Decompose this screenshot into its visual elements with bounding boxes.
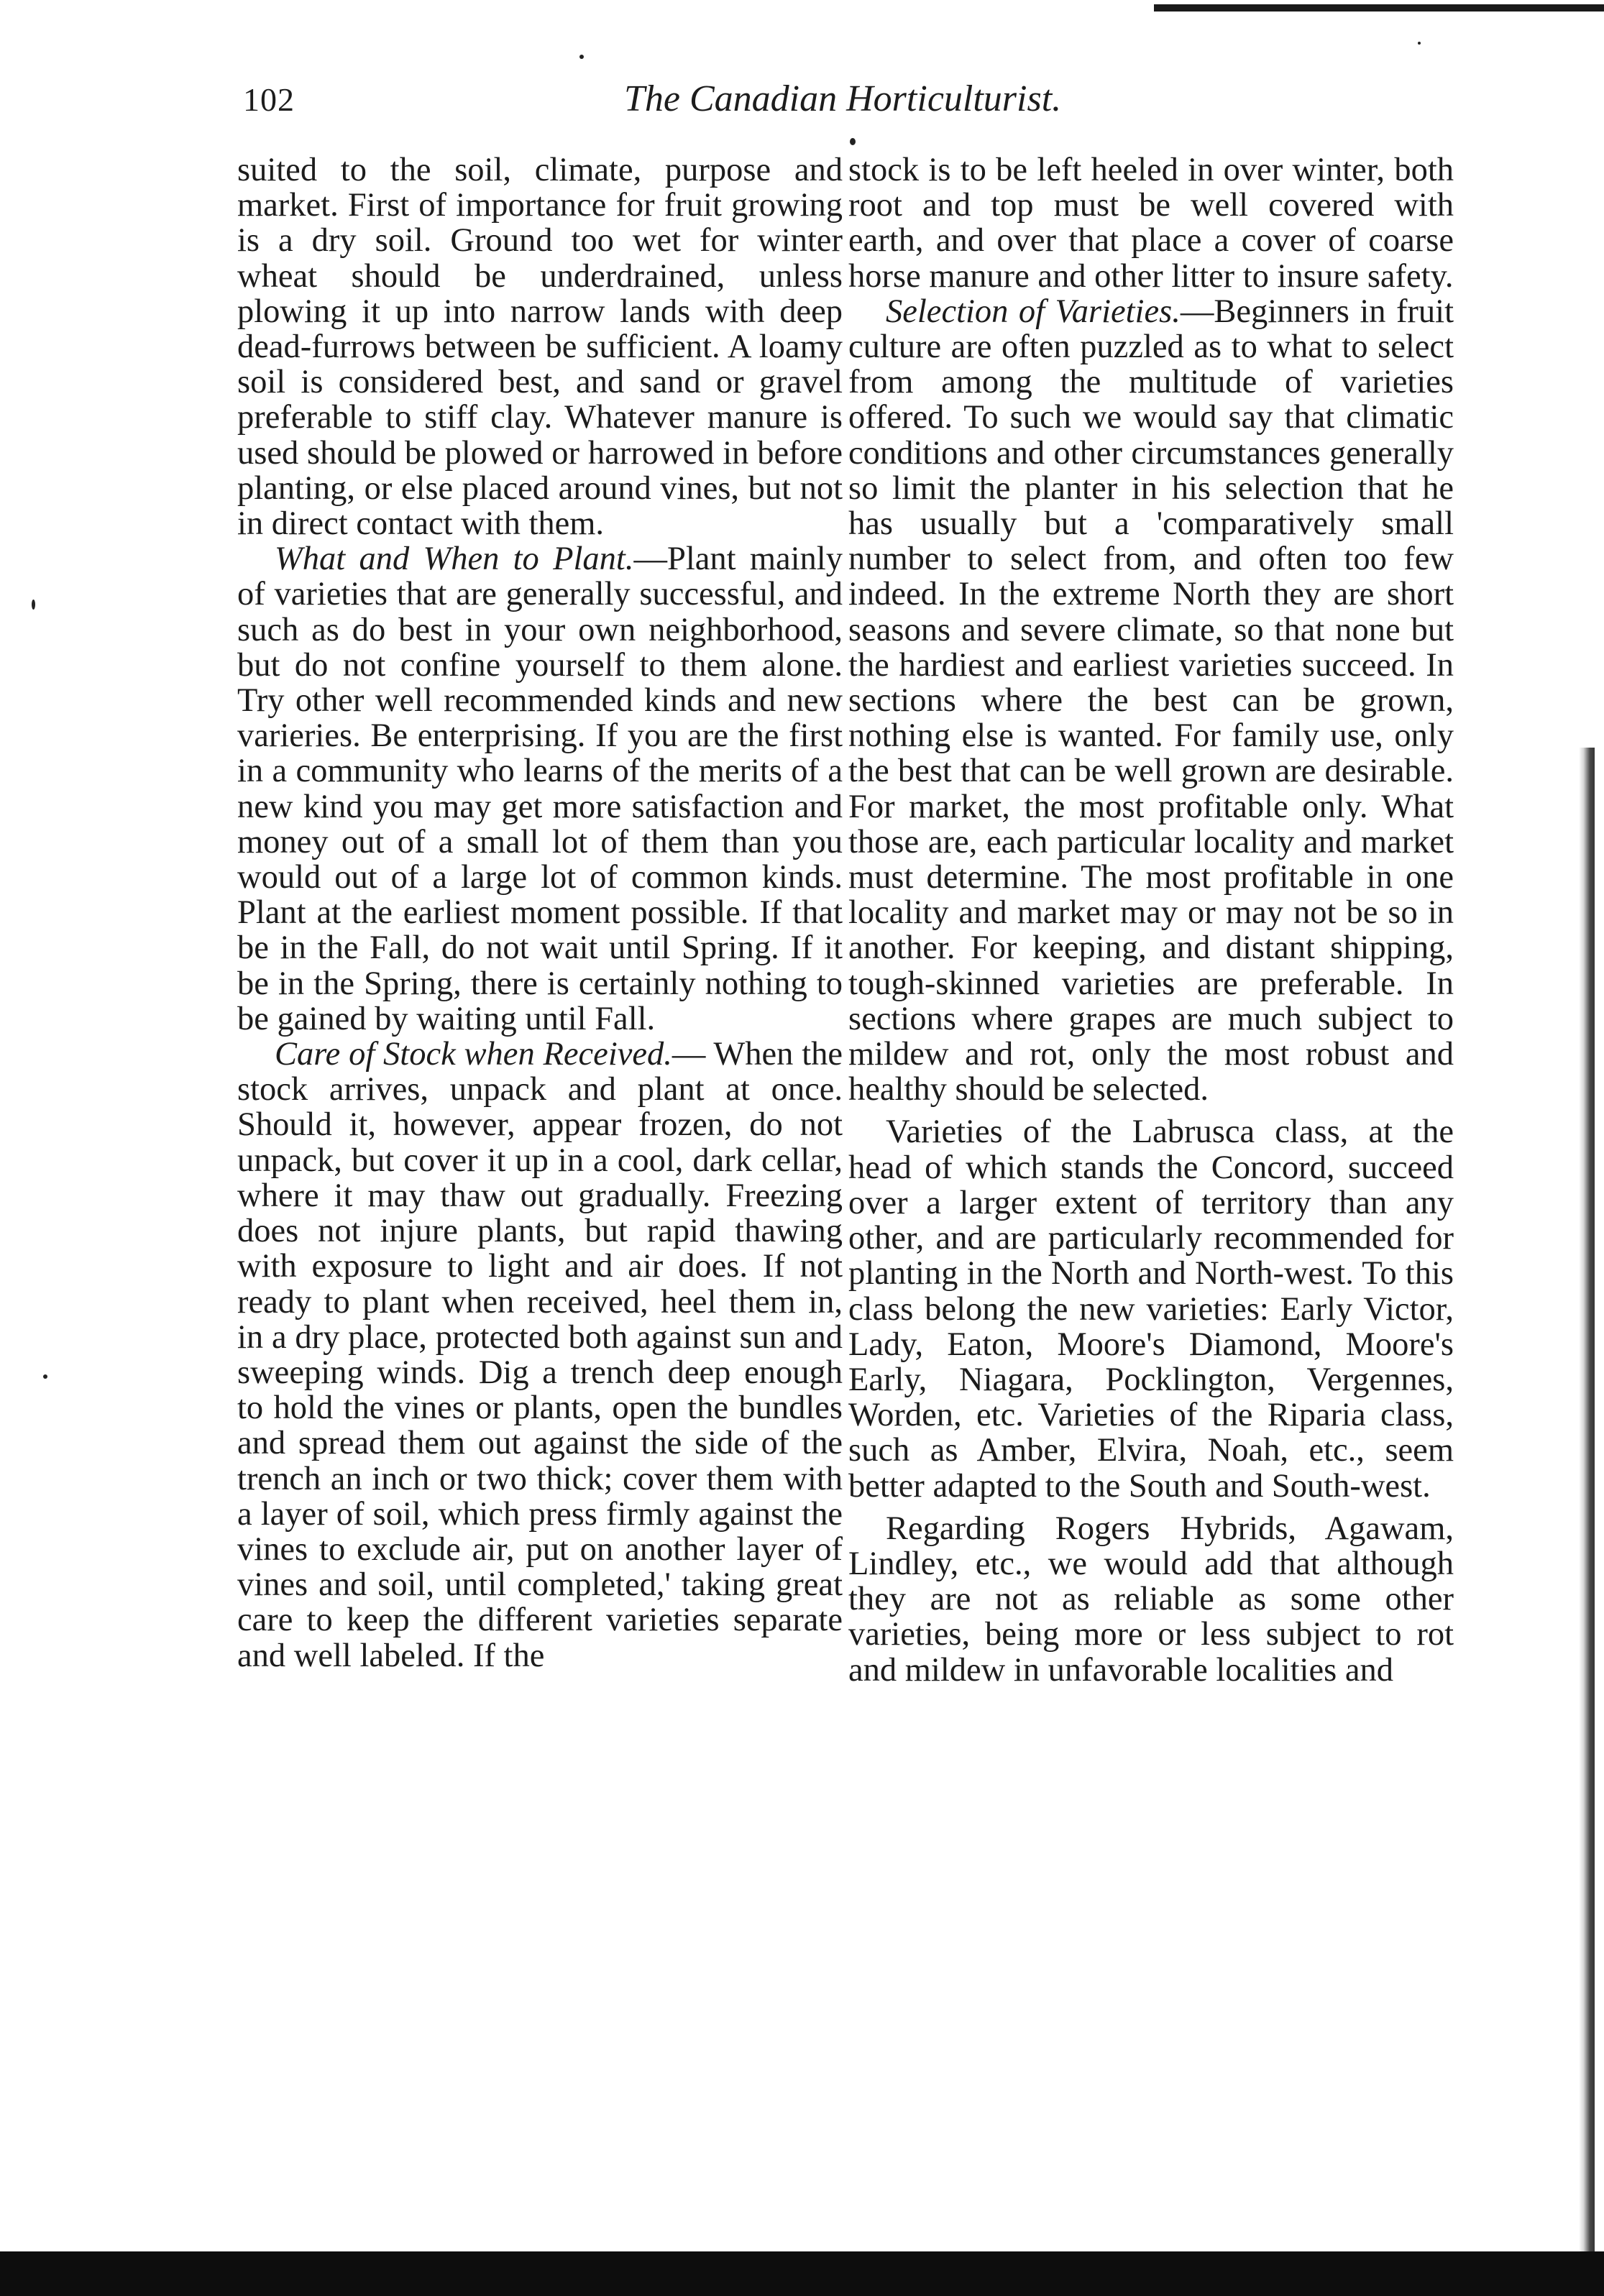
paragraph: stock is to be left heeled in over winter, both root and top must be well covered with earth, and over that place a cover of coarse horse manure and other litter to insure safety. [848,152,1454,295]
paragraph-what-and-when [237,541,843,1037]
paragraph: suited to the soil, climate, purpose and market. First of importance for fruit growing is a dry soil. Ground too wet for winter wheat should be underdrained, unless plowing it up into narrow lands with deep dead-furrows between be sufficient. A loamy soil is considered best, and sand or gravel preferable to stiff clay. Whatever manure is used should be plowed or harrowed in before planting, or else placed around vines, but not in direct contact with them. [237,152,843,543]
scan-speck [850,138,856,145]
paragraph-body: —Beginners in fruit culture are often puzzled as to what to select from among the multitude of varieties offered. To such we would say that climatic conditions and other circumstances generally so limit the planter in his selection that he has usually but a 'comparatively small number to select from, and often too few indeed. In the extreme North they are short seasons and severe climate, so that none but the hardiest and earliest varieties succeed. In sections where the best can be grown, nothing else is wanted. For family use, only the best that can be well grown are desirable. For market, the most profitable only. What those are, each particular locality and market must determine. The most profitable in one locality and market may or may not be so in another. For keeping, and distant shipping, tough-skinned varieties are preferable. In sections where grapes are much subject to mildew and rot, only the most robust and healthy should be selected. [848,293,1454,1108]
scan-speck [32,600,35,610]
page-number: 102 [243,81,295,118]
section-heading: Selection of Varieties. [886,293,1181,330]
scan-edge-bottom [0,2251,1604,2296]
scan-speck [579,55,584,59]
section-heading: What and When to Plant. [275,541,634,578]
paragraph-body: — When the stock arrives, unpack and plant at once. Should it, however, appear frozen, do not unpack, but cover it up in a cool, dark cellar, where it may thaw out gradually. Freezing does not injure plants, but rapid thawing with exposure to light and air does. If not ready to plant when received, heel them in, in a dry place, protected both against sun and sweeping winds. Dig a trench deep enough to hold the vines or plants, open the bundles and spread them out against the side of the trench an inch or two thick; cover them with a layer of soil, which press firmly against the vines to exclude air, put on another layer of vines and soil, until completed,' taking great care to keep the different varieties separate and well labeled. If the [237,1036,843,1674]
scan-speck [43,1374,47,1379]
paragraph-body: —Plant mainly of varieties that are generally successful, and such as do best in your own neighborhood, but do not confine yourself to them alone. Try other well recommended kinds and new varieries. Be enterprising. If you are the first in a community who learns of the merits of a new kind you may get more satisfaction and money out of a small lot of them than you would out of a large lot of common kinds. Plant at the earliest moment possible. If that be in the Fall, do not wait until Spring. If it be in the Spring, there is certainly nothing to be gained by waiting until Fall. [237,541,843,1037]
section-heading: Care of Stock when Received. [275,1036,672,1073]
paragraph-rogers-hybrids: Regarding Rogers Hybrids, Agawam, Lindley, etc., we would add that although they are not as reliable as some other varieties, being more or less subject to rot and mildew in unfavorable localities and [848,1510,1454,1689]
left-column [237,152,843,1673]
scan-speck [1418,42,1421,45]
paragraph-selection-of-varieties [848,294,1454,1108]
scan-edge-top [1154,4,1604,12]
running-title: The Canadian Horticulturist. [624,78,1062,119]
scan-edge-right [1579,748,1595,2257]
right-column [848,152,1454,1688]
paragraph-labrusca: Varieties of the Labrusca class, at the head of which stands the Concord, succeed over a larger extent of territory than any other, and are particularly recommended for planting in the North and North-west. To this class belong the new varieties: Early Victor, Lady, Eaton, Moore's Diamond, Moore's Early, Niagara, Pocklington, Vergennes, Worden, etc. Varieties of the Riparia class, such as Amber, Elvira, Noah, etc., seem better adapted to the South and South-west. [848,1113,1454,1505]
paragraph-care-of-stock [237,1037,843,1673]
